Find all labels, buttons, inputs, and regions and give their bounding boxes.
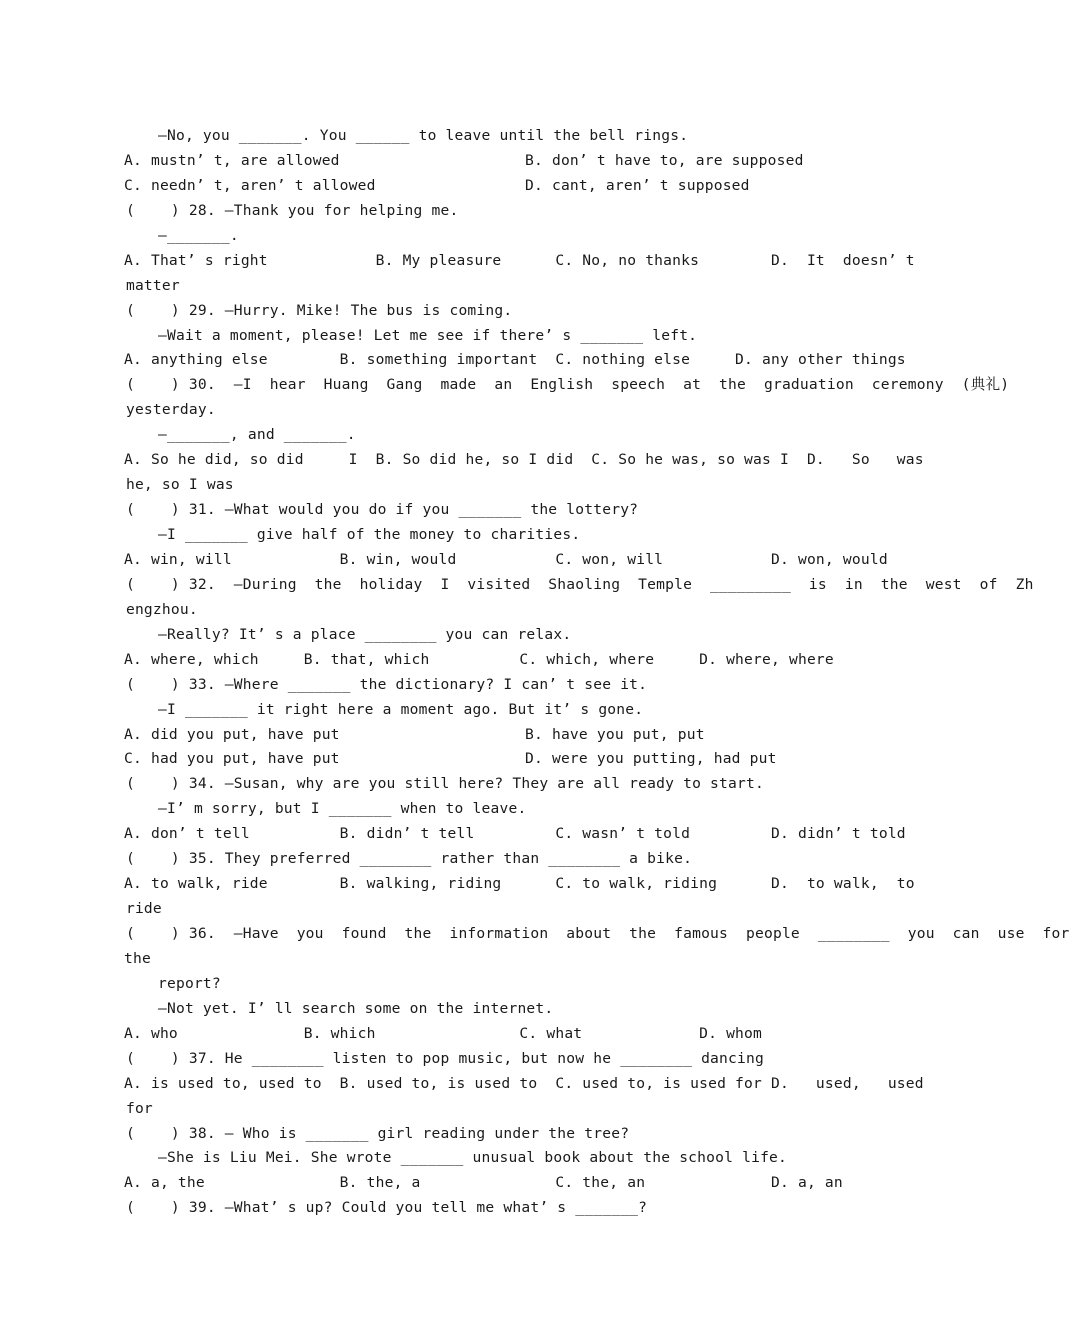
q28-stem-text: ( ) 28. —Thank you for helping me. xyxy=(125,201,459,219)
q33-option-a: A. did you put, have put xyxy=(124,725,340,743)
q37-options-text: A. is used to, used to B. used to, is used to C. used to, is used for D. used, used xyxy=(124,1074,924,1092)
q30-options-wrap-text: he, so I was xyxy=(125,476,234,494)
q30-response: —_______, and _______. xyxy=(158,426,356,444)
q36-options-text: A. who B. which C. what D. whom xyxy=(124,1024,763,1042)
question-28-options xyxy=(90,249,915,274)
q33-response: —I _______ it right here a moment ago. But it’ s gone. xyxy=(158,700,644,718)
q36-stem-wrap-2-text: report? xyxy=(158,974,221,992)
q35-options-text: A. to walk, ride B. walking, riding C. to walk, riding D. to walk, to xyxy=(124,875,915,893)
question-34-stem xyxy=(90,772,870,797)
q34-stem-text: ( ) 34. —Susan, why are you still here? They are all ready to start. xyxy=(125,775,764,793)
question-30-response-line xyxy=(90,423,870,448)
q39-stem-text: ( ) 39. —What’ s up? Could you tell me what’ s _______? xyxy=(125,1199,648,1217)
q27-response: —No, you _______. You ______ to leave until the bell rings. xyxy=(158,127,689,144)
q27-option-c: C. needn’ t, aren’ t allowed xyxy=(124,176,376,194)
q27-option-b: B. don’ t have to, are supposed xyxy=(525,151,804,169)
question-33-options-row-1 xyxy=(90,723,870,748)
question-28-response-line xyxy=(90,224,870,249)
question-36-options xyxy=(90,1022,870,1047)
question-36-stem xyxy=(90,922,1070,947)
question-31-response-line xyxy=(90,523,870,548)
q28-response: —_______. xyxy=(158,226,239,244)
q34-options-text: A. don’ t tell B. didn’ t tell C. wasn’ t told D. didn’ t told xyxy=(124,825,906,843)
q30-stem-wrap-text: yesterday. xyxy=(125,401,216,419)
q35-options-wrap-text: ride xyxy=(125,900,162,918)
q29-options-text: A. anything else B. something important C. nothing else D. any other things xyxy=(124,351,906,369)
question-38-response-line xyxy=(90,1146,870,1171)
question-33-response-line xyxy=(90,698,870,723)
question-31-options xyxy=(90,548,888,573)
q37-stem-text: ( ) 37. He ________ listen to pop music, but now he ________ dancing xyxy=(125,1049,764,1067)
question-30-options xyxy=(90,448,924,473)
question-38-options xyxy=(90,1171,870,1196)
question-27-response-line xyxy=(90,124,870,149)
q34-response: —I’ m sorry, but I _______ when to leave. xyxy=(158,800,527,818)
q27-option-d: D. cant, aren’ t supposed xyxy=(525,176,750,194)
q33-option-d: D. were you putting, had put xyxy=(525,750,777,768)
q33-option-c: C. had you put, have put xyxy=(124,750,340,768)
question-36-stem-wrap-2 xyxy=(90,972,870,997)
question-36-stem-wrap xyxy=(90,947,870,972)
question-37-options-wrap xyxy=(90,1097,870,1122)
question-27-options-row-2 xyxy=(90,174,870,199)
question-34-options xyxy=(90,822,906,847)
question-37-stem xyxy=(90,1047,870,1072)
q31-options-text: A. win, will B. win, would C. won, will D. won, would xyxy=(124,550,888,568)
question-33-options-row-2 xyxy=(90,747,870,772)
question-33-stem xyxy=(90,673,870,698)
q27-option-a: A. mustn’ t, are allowed xyxy=(124,151,340,169)
q33-option-b: B. have you put, put xyxy=(525,725,705,743)
q29-response: —Wait a moment, please! Let me see if there’ s _______ left. xyxy=(158,326,698,344)
exam-page xyxy=(90,124,1070,1221)
question-29-response-line xyxy=(90,324,870,349)
q28-options-wrap-text: matter xyxy=(125,276,180,294)
q37-options-wrap-text: for xyxy=(125,1099,153,1117)
question-35-stem xyxy=(90,847,870,872)
question-29-options xyxy=(90,348,906,373)
q36-stem-text: ( ) 36. —Have you found the information about the famous people ________ you can use for xyxy=(125,925,1070,942)
q32-stem-wrap-text: engzhou. xyxy=(125,600,198,618)
q38-response: —She is Liu Mei. She wrote _______ unusual book about the school life. xyxy=(158,1149,788,1167)
question-31-stem xyxy=(90,498,870,523)
q30-options-text: A. So he did, so did I B. So did he, so I did C. So he was, so was I D. So was xyxy=(124,451,924,469)
question-28-options-wrap xyxy=(90,274,870,299)
q29-stem-text: ( ) 29. —Hurry. Mike! The bus is coming. xyxy=(125,301,513,319)
q33-stem-text: ( ) 33. —Where _______ the dictionary? I can’ t see it. xyxy=(125,675,648,693)
q38-stem-text: ( ) 38. — Who is _______ girl reading under the tree? xyxy=(125,1124,630,1142)
q36-stem-wrap-text: the xyxy=(124,949,151,967)
question-30-stem xyxy=(90,373,1010,398)
q32-stem-text: ( ) 32. —During the holiday I visited Shaoling Temple _________ is in the west of Zh xyxy=(125,575,1034,593)
question-34-response-line xyxy=(90,797,870,822)
q31-stem-text: ( ) 31. —What would you do if you _______ the lottery? xyxy=(125,501,639,519)
q32-response: —Really? It’ s a place ________ you can relax. xyxy=(158,625,572,643)
question-27-options-row-1 xyxy=(90,149,870,174)
q36-response: —Not yet. I’ ll search some on the internet. xyxy=(158,999,554,1017)
question-28-stem xyxy=(90,199,870,224)
question-35-options xyxy=(90,872,915,897)
question-30-stem-wrap xyxy=(90,398,870,423)
question-32-stem-wrap xyxy=(90,598,870,623)
q32-options-text: A. where, which B. that, which C. which, where D. where, where xyxy=(124,650,834,668)
q28-options-text: A. That’ s right B. My pleasure C. No, no thanks D. It doesn’ t xyxy=(124,251,915,269)
question-36-response-line xyxy=(90,997,870,1022)
question-29-stem xyxy=(90,299,870,324)
question-32-response-line xyxy=(90,623,870,648)
question-35-options-wrap xyxy=(90,897,870,922)
q38-options-text: A. a, the B. the, a C. the, an D. a, an xyxy=(124,1174,843,1192)
question-39-stem xyxy=(90,1196,870,1221)
question-30-options-wrap xyxy=(90,473,870,498)
question-32-stem xyxy=(90,573,1034,598)
question-37-options xyxy=(90,1072,924,1097)
q31-response: —I _______ give half of the money to charities. xyxy=(158,526,581,543)
q30-stem-text: ( ) 30. —I hear Huang Gang made an English speech at the graduation ceremony (典礼) xyxy=(125,376,1010,394)
q35-stem-text: ( ) 35. They preferred ________ rather than ________ a bike. xyxy=(125,850,693,868)
question-38-stem xyxy=(90,1122,870,1147)
question-32-options xyxy=(90,648,870,673)
